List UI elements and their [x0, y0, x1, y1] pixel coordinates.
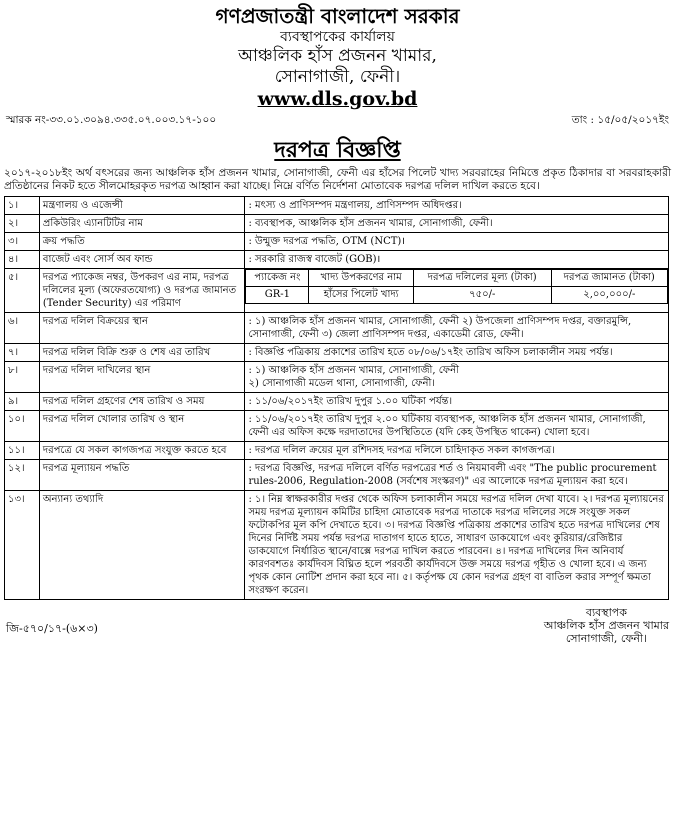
table-row [5, 251, 669, 269]
row-value: : ১১/০৬/২০১৭ইং তারিখ দুপুর ২.০০ ঘটিকায় ব্যবস্থাপক, আঞ্চলিক হাঁস প্রজনন খামার, সোনাগাজী, ফেনী এর অফিস কক্ষে দরদাতাদের উপস্থিতিতে (যদি কেহ উপস্থিত থাকেন) খোলা হবে। [245, 411, 669, 442]
table-row [5, 233, 669, 251]
signature-org: আঞ্চলিক হাঁস প্রজনন খামার [543, 619, 669, 632]
row-label: দরপত্র দলিল বিক্রয়ের স্থান [39, 313, 245, 344]
tender-notice-page [0, 4, 675, 835]
table-row [5, 491, 669, 600]
row-number: ৩। [5, 233, 40, 251]
footer-code: জি-৫৭০/১৭-(৬×৩) [6, 622, 98, 635]
table-row [5, 362, 669, 393]
row-label: দরপত্রে যে সকল কাগজপত্র সংযুক্ত করতে হবে [39, 442, 245, 460]
row-number: ২। [5, 215, 40, 233]
package-value-cell: GR-1 [246, 287, 309, 304]
row-label: অন্যান্য তথ্যাদি [39, 491, 245, 600]
row-value: : উন্মুক্ত দরপত্র পদ্ধতি, OTM (NCT)। [245, 233, 669, 251]
office-title: ব্যবস্থাপকের কার্যালয় [280, 29, 395, 45]
row-number: ১। [5, 197, 40, 215]
notice-title: দরপত্র বিজ্ঞপ্তি [274, 137, 401, 163]
memo-date: তাং : ১৫/০৫/২০১৭ইং [571, 114, 669, 126]
row-value: : ১) আঞ্চলিক হাঁস প্রজনন খামার, সোনাগাজী, ফেনী ২) সোনাগাজী মডেল থানা, সোনাগাজী, ফেনী। [245, 362, 669, 393]
row-number: ৬। [5, 313, 40, 344]
signature-title: ব্যবস্থাপক [585, 606, 627, 619]
row-value [245, 269, 669, 313]
row-value: : দরপত্র বিজ্ঞপ্তি, দরপত্র দলিলে বর্ণিত দরপত্রের শর্ত ও নিয়মাবলী এবং "The public procurement rules-2006, Regulation-2008 (সর্বশেষ সংস্করণ)" এর আলোকে দরপত্র মূল্যায়ন করা হবে। [245, 460, 669, 491]
row-label: দরপত্র মূল্যায়ন পদ্ধতি [39, 460, 245, 491]
row-number: ৮। [5, 362, 40, 393]
website-link[interactable]: www.dls.gov.bd [257, 88, 418, 110]
package-header-cell: দরপত্র দলিলের মূল্য (টাকা) [413, 270, 551, 287]
memo-row [0, 113, 675, 130]
intro-paragraph: ২০১৭-২০১৮ইং অর্থ বৎসরের জন্য আঞ্চলিক হাঁস প্রজনন খামার, সোনাগাজী, ফেনী এর হাঁসের পিলেট খাদ্য সরবরাহের নিমিত্তে প্রকৃত ঠিকাদার বা সরবরাহকারী প্রতিষ্ঠানের নিকট হতে সীলমোহরকৃত দরপত্র আহ্বান করা যাচ্ছে। নিম্নে বর্ণিত নির্দেশনা মোতাবেক দরপত্র দলিল দাখিল করতে হবে। [4, 167, 671, 192]
package-value-cell: ৭৫০/- [413, 287, 551, 304]
row-value: : বিজ্ঞপ্তি পত্রিকায় প্রকাশের তারিখ হতে ০৮/০৬/১৭ইং তারিখ অফিস চলাকালীন সময় পর্যন্ত। [245, 344, 669, 362]
row-label: দরপত্র প্যাকেজ নম্বর, উপকরণ এর নাম, দরপত্র দলিলের মূল্য (অফেরতযোগ্য) ও দরপত্র জামানত (Tender Security) এর পরিমাণ [39, 269, 245, 313]
package-value-row [246, 287, 668, 304]
row-value: : ব্যবস্থাপক, আঞ্চলিক হাঁস প্রজনন খামার, সোনাগাজী, ফেনী। [245, 215, 669, 233]
signature-block [544, 606, 669, 645]
row-value: : ১১/০৬/২০১৭ইং তারিখ দুপুর ১.০০ ঘটিকা পর্যন্ত। [245, 393, 669, 411]
row-label: দরপত্র দলিল গ্রহণের শেষ তারিখ ও সময় [39, 393, 245, 411]
row-label: প্রকিউরিং এ্যানটিটির নাম [39, 215, 245, 233]
package-value-cell: হাঁসের পিলেট খাদ্য [309, 287, 414, 304]
package-header-cell: প্যাকেজ নং [246, 270, 309, 287]
row-label: দরপত্র দলিল খোলার তারিখ ও স্থান [39, 411, 245, 442]
package-table [245, 269, 668, 304]
government-title: গণপ্রজাতন্ত্রী বাংলাদেশ সরকার [215, 4, 460, 28]
package-value-cell: ২,০০,০০০/- [551, 287, 667, 304]
row-number: ৪। [5, 251, 40, 269]
package-header-row [246, 270, 668, 287]
row-value: : মৎস্য ও প্রাণিসম্পদ মন্ত্রণালয়, প্রাণিসম্পদ অধিদপ্তর। [245, 197, 669, 215]
footer [0, 606, 675, 645]
table-row [5, 411, 669, 442]
row-value: : দরপত্র দলিল ক্রয়ের মূল রশিদসহ দরপত্র দলিলে চাহিদাকৃত সকল কাগজপত্র। [245, 442, 669, 460]
table-row [5, 313, 669, 344]
row-value: : সরকারি রাজস্ব বাজেট (GOB)। [245, 251, 669, 269]
row-label: বাজেট এবং সোর্স অব ফান্ড [39, 251, 245, 269]
row-number: ৯। [5, 393, 40, 411]
header [0, 4, 675, 111]
table-row [5, 393, 669, 411]
row-label: মন্ত্রণালয় ও এজেন্সী [39, 197, 245, 215]
row-value: : ১। নিম্ন স্বাক্ষরকারীর দপ্তর থেকে অফিস চলাকালীন সময়ে দরপত্র দলিল দেখা যাবে। ২। দরপত্র মূল্যায়নের সময় দরপত্র মূল্যায়ন কমিটির চাহিদা মোতাবেক দরপত্র দাতাকে দরপত্র দলিলের সঙ্গে সংযুক্ত সকল ফটোকপির মূল কপি দেখাতে হবে। ৩। দরপত্র বিজ্ঞপ্তি পত্রিকায় প্রকাশের তারিখ হতে দরপত্র দাখিলের শেষ দিনের নির্দিষ্ট সময় পর্যন্ত দরপত্র দাতাগণ হাতে হাতে, সাধারণ ডাকযোগে এবং কুরিয়ার/রেজিষ্টার ডাকযোগে নির্ধারিত স্থানে/বাক্সে দরপত্র দাখিল করতে পারবেন। ৪। দরপত্র দাখিলের দিন অনিবার্য কারণবশতঃ কার্যদিবস বিঘ্নিত হলে পরবর্তী কার্যদিবসে উক্ত সময়ে দরপত্র গৃহীত ও খোলা হবে। এ জন্য পৃথক কোন নোটিশ প্রদান করা হবে না। ৫। কর্তৃপক্ষ যে কোন দরপত্র গ্রহণ বা বাতিল করার সম্পূর্ণ ক্ষমতা সংরক্ষণ করেন। [245, 491, 669, 600]
package-header-cell: খাদ্য উপকরণের নাম [309, 270, 414, 287]
row-number: ৭। [5, 344, 40, 362]
memo-number: স্মারক নং-৩৩.০১.৩০৯৪.৩৩৫.০৭.০০৩.১৭-১০০ [6, 114, 217, 126]
row-label: দরপত্র দলিল বিক্রি শুরু ও শেষ এর তারিখ [39, 344, 245, 362]
table-row [5, 197, 669, 215]
table-row [5, 460, 669, 491]
table-row [5, 215, 669, 233]
table-row [5, 344, 669, 362]
row-number: ১০। [5, 411, 40, 442]
row-number: ১৩। [5, 491, 40, 600]
row-number: ১১। [5, 442, 40, 460]
row-number: ১২। [5, 460, 40, 491]
table-row [5, 442, 669, 460]
table-row [5, 269, 669, 313]
row-number: ৫। [5, 269, 40, 313]
tender-details-table [4, 196, 669, 600]
signature-place: সোনাগাজী, ফেনী। [565, 632, 648, 645]
farm-location: সোনাগাজী, ফেনী। [274, 67, 401, 87]
row-label: দরপত্র দলিল দাখিলের স্থান [39, 362, 245, 393]
row-label: ক্রয় পদ্ধতি [39, 233, 245, 251]
package-header-cell: দরপত্র জামানত (টাকা) [551, 270, 667, 287]
farm-name: আঞ্চলিক হাঁস প্রজনন খামার, [238, 46, 437, 66]
row-value: : ১) আঞ্চলিক হাঁস প্রজনন খামার, সোনাগাজী, ফেনী ২) উপজেলা প্রাণিসম্পদ দপ্তর, বক্তারমুন্সি, সোনাগাজী, ফেনী ৩) জেলা প্রাণিসম্পদ দপ্তর, একাডেমী রোড, ফেনী। [245, 313, 669, 344]
